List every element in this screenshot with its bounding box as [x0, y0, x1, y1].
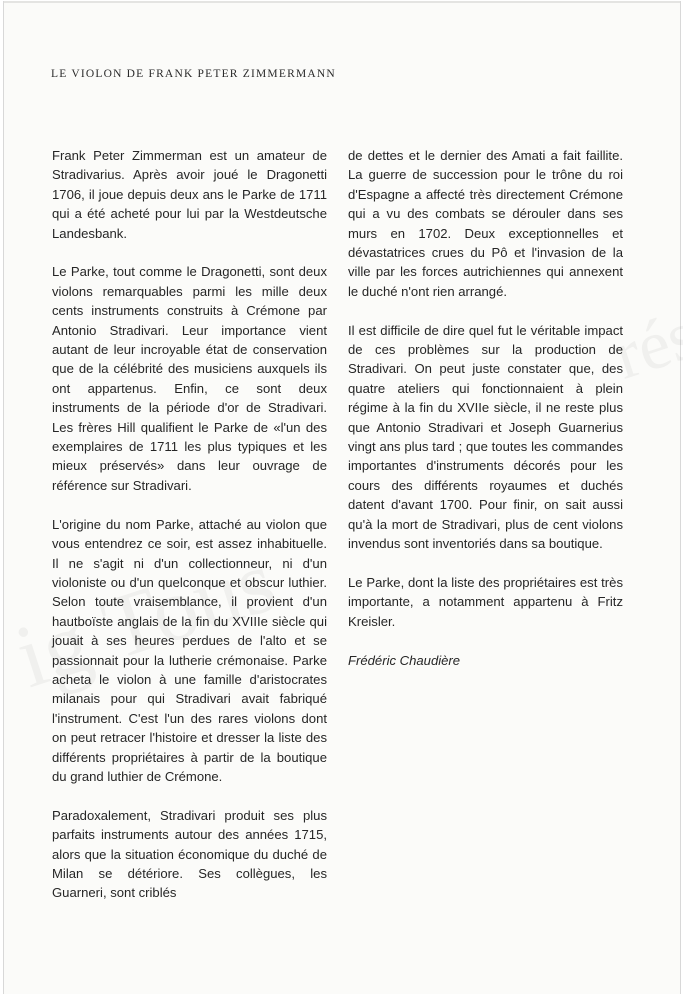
right-text-column	[348, 146, 623, 689]
paragraph: Frank Peter Zimmerman est un amateur de Stradivarius. Après avoir joué le Dragonetti 1706, il joue depuis deux ans le Parke de 1711 qui a été acheté pour lui par la Westdeutsche Landesbank.	[52, 148, 327, 241]
running-title: LE VIOLON DE FRANK PETER ZIMMERMANN	[51, 68, 336, 80]
author-signature: Frédéric Chaudière	[348, 652, 461, 668]
paragraph: Il est difficile de dire quel fut le véritable impact de ces problèmes sur la production de Stradivari. On peut juste constater que, des quatre ateliers qui fonctionnaient à plein régime à la fin du XVIIe siècle, il ne reste plus que Antonio Stradivari et Joseph Guarnerius vingt ans plus tard ; que toutes les commandes importantes d'instruments décorés pour les cours des différents royaumes et duchés datent d'avant 1700. Pour finir, on sait aussi qu'à la mort de Stradivari, plus de cent violons invendus sont inventoriés dans sa boutique.	[348, 322, 623, 552]
left-text-column	[52, 146, 327, 922]
document-page	[3, 1, 681, 994]
paragraph: Le Parke, dont la liste des propriétaires est très importante, a notamment appartenu à Fritz Kreisler.	[348, 574, 623, 629]
page-top-edge	[4, 1, 680, 3]
paragraph: Paradoxalement, Stradivari produit ses plus parfaits instruments autour des années 1715, alors que la situation économique du duché de Milan se détériore. Ses collègues, les Guarneri, sont criblés	[52, 807, 327, 901]
paragraph: Le Parke, tout comme le Dragonetti, sont deux violons remarquables parmi les mille deux cents instruments construits à Crémone par Antonio Stradivari. Leur importance vient autant de leur incroyable état de conservation que de la célébrité des musiciens auxquels ils ont appartenus. Enfin, ce sont deux instruments de la période d'or de Stradivari. Les frères Hill qualifient le Parke de «l'un des exemplaires de 1711 les plus typiques et les mieux préservés» dans leur ouvrage de référence sur Stradivari.	[52, 264, 327, 493]
paragraph: de dettes et le dernier des Amati a fait faillite. La guerre de succession pour le trône du roi d'Espagne a affecté très directement Crémone qui a vu des combats se dérouler dans ses murs en 1702. Deux exceptionnelles et dévastatrices crues du Pô et l'invasion de la ville par les forces autrichiennes qui annexent le duché n'ont rien arrangé.	[348, 148, 623, 299]
paragraph: L'origine du nom Parke, attaché au violon que vous entendrez ce soir, est assez inhabituelle. Il ne s'agit ni d'un collectionneur, ni d'un violoniste ou d'un quelconque et obscur luthier. Selon toute vraisemblance, il provient d'un hautboïste anglais de la fin du XVIIIe siècle qui jouait à ses heures perdues de l'alto et se passionnait pour la lutherie crémonaise. Parke acheta le violon à une famille d'aristocrates milanais pour qui Stradivari avait fabriqué l'instrument. C'est l'un des rares violons dont on peut retracer l'histoire et dresser la liste des différents propriétaires à partir de la boutique du grand luthier de Crémone.	[52, 516, 327, 784]
